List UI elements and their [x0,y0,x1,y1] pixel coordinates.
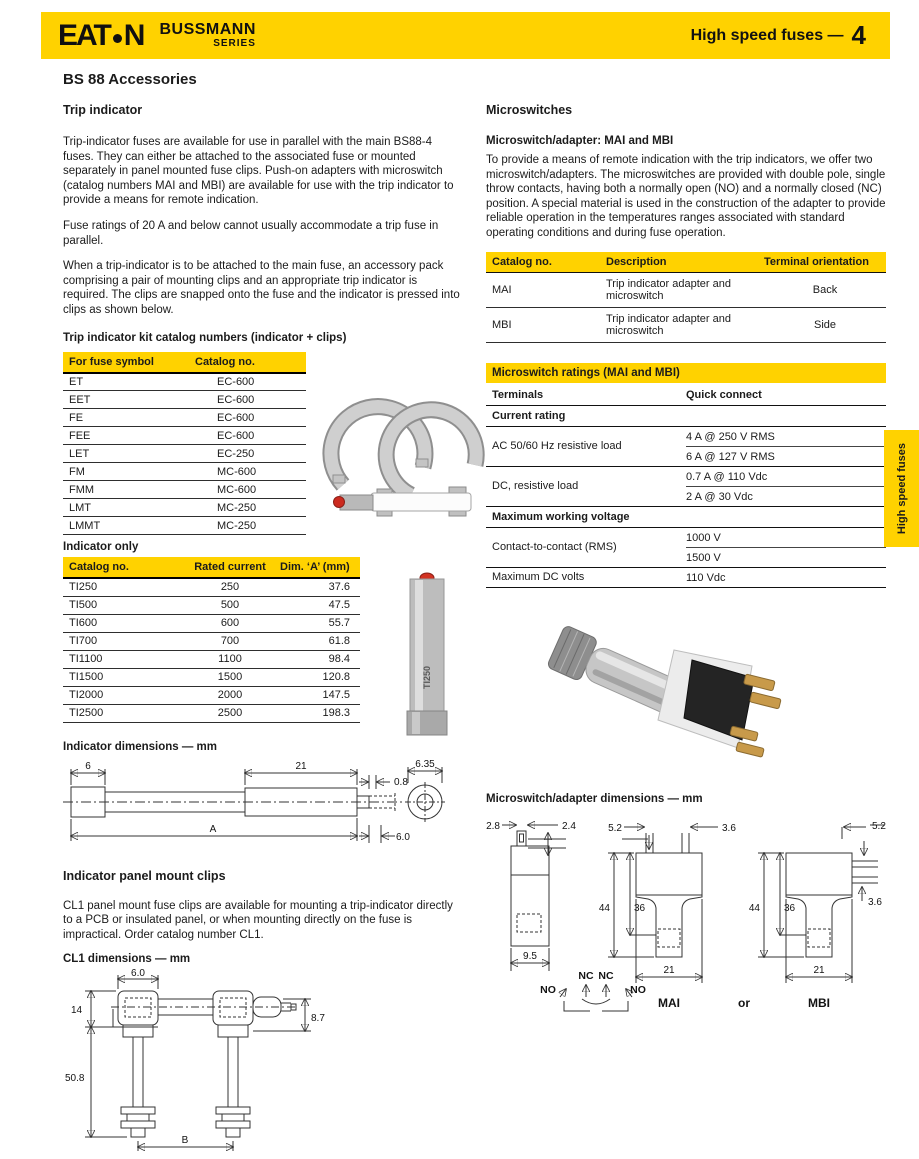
microswitch-adapter-subheading: Microswitch/adapter: MAI and MBI [486,135,674,147]
cell: MAI [486,272,600,307]
dim-clip-height: 14 [71,1005,83,1017]
dim-clip-width: 6.0 [131,968,145,980]
cl1-dims-heading: CL1 dimensions — mm [63,953,191,966]
cell: EC-250 [189,445,306,463]
adapter-table [486,252,886,343]
cell: LMT [63,499,189,517]
cell: 1500 [180,668,280,686]
cell: TI1100 [63,650,180,668]
indicator-photo [383,561,471,749]
cell: EC-600 [189,373,306,391]
table-row [63,427,306,445]
dim-mai-pitch: 5.2 [608,822,622,834]
cell: Trip indicator adapter and microswitch [600,307,758,342]
cell: LMMT [63,517,189,535]
kit-table [63,352,306,536]
cell: TI250 [63,578,180,596]
trip-indicator-heading: Trip indicator [63,103,143,117]
cell: Back [758,272,886,307]
table-row [63,650,360,668]
indicator-col-header: Dim. ‘A’ (mm) [280,557,360,578]
nc-label-1: NC [578,969,594,982]
cell: Trip indicator adapter and microswitch [600,272,758,307]
cell: 2500 [180,704,280,722]
ratings-section-header: Maximum working voltage [486,507,886,528]
cell: FM [63,463,189,481]
trip-indicator-para-2: Fuse ratings of 20 A and below cannot usually accommodate a trip fuse in parallel. [63,219,439,247]
cell: 250 [180,578,280,596]
adapter-col-header: Terminal orientation [758,252,886,273]
cell: FMM [63,481,189,499]
page-number: 4 [851,20,866,50]
dim-offset: 8.7 [311,1013,325,1025]
page-title: BS 88 Accessories [63,71,197,88]
ratings-value: 1500 V [686,547,886,567]
cell: 500 [180,596,280,614]
cell: TI700 [63,632,180,650]
mai-label: MAI [658,995,680,1010]
side-tab-label: High speed fuses [895,442,908,535]
or-label: or [738,995,750,1010]
section-title: High speed fuses — [690,26,844,44]
panel-clips-para: CL1 panel mount fuse clips are available for mounting a trip-indicator directly to a PCB or insulated panel, or when mounting directly on the fuse is impractical. Order catalog number CL1. [63,899,453,941]
cell: 47.5 [280,596,360,614]
ratings-table-title: Microswitch ratings (MAI and MBI) [486,363,886,383]
indicator-only-heading: Indicator only [63,541,139,554]
table-row [63,463,306,481]
side-tab-high-speed-fuses [884,430,919,547]
ms-dimensions-diagram [486,811,886,1023]
dim-side-pin: 2.4 [562,820,576,832]
bussmann-label: BUSSMANN [159,21,256,38]
table-row [63,596,360,614]
dim-mai-htotal: 44 [598,902,610,914]
dim-mai-hbody: 36 [634,902,646,914]
cell: TI1500 [63,668,180,686]
dim-mbi-hbody: 36 [784,902,796,914]
dim-side-bottom: 9.5 [523,950,537,962]
cell: TI600 [63,614,180,632]
cell: EET [63,391,189,409]
cell: TI2500 [63,704,180,722]
table-row [63,632,360,650]
eaton-logo-dot-icon [113,34,122,43]
microswitches-para: To provide a means of remote indication with the trip indicators, we offer two microswitch/adapters. The microswitches are provided with double pole, single throw contacts, having both a normally open (NO) and a normally closed (NC) position. A special material is used in the construction of the adapter to provide reliable operation in the temperatures ranges associated with standard operating conditions and during fuse operation. [486,154,886,239]
eaton-logo [58,19,143,53]
table-row [63,578,360,596]
ratings-label: Contact-to-contact (RMS) [492,541,617,554]
microswitch-photo [546,608,816,780]
bussmann-brand [159,22,255,49]
panel-clips-heading: Indicator panel mount clips [63,868,226,883]
cell: MC-250 [189,517,306,535]
table-row [63,704,360,722]
indicator-only-table [63,557,360,723]
dim-tip-gap: 0.8 [394,776,408,788]
table-row [63,391,306,409]
cell: 700 [180,632,280,650]
cell: 198.3 [280,704,360,722]
series-label: SERIES [213,38,256,49]
cell: 120.8 [280,668,360,686]
ratings-value: 1000 V [686,531,721,544]
dim-mai-width: 21 [663,964,675,976]
dim-overall-A: A [209,823,217,835]
table-row [486,307,886,342]
ms-dims-heading: Microswitch/adapter dimensions — mm [486,792,703,805]
cell: 55.7 [280,614,360,632]
cell: MC-250 [189,499,306,517]
dim-mai-pinw: 3.6 [722,822,736,834]
dim-tip-total: 6.0 [396,831,410,843]
ratings-section-header: Current rating [486,406,886,427]
kit-col-header: For fuse symbol [63,352,189,373]
adapter-col-header: Catalog no. [486,252,600,273]
table-row [63,409,306,427]
eaton-logo-text-2: N [123,18,144,52]
cell: EC-600 [189,391,306,409]
microswitches-heading: Microswitches [486,103,573,117]
ratings-label: AC 50/60 Hz resistive load [492,440,622,453]
header-band [41,12,890,59]
right-column [486,103,886,1028]
mbi-label: MBI [808,995,830,1010]
cell: TI500 [63,596,180,614]
dim-body-length: 21 [295,760,307,772]
table-row [63,517,306,535]
table-row [63,668,360,686]
kit-col-header: Catalog no. [189,352,306,373]
ratings-table [486,363,886,588]
table-row [63,373,306,391]
dim-mbi-width: 21 [813,964,825,976]
cell: FEE [63,427,189,445]
dim-spacing-B: B [181,1135,189,1147]
section-header [691,20,866,51]
ratings-head-row [486,383,886,406]
cl1-dimensions-diagram [63,969,343,1154]
cell: LET [63,445,189,463]
nc-label-2: NC [598,969,614,982]
table-row [486,272,886,307]
cell: 61.8 [280,632,360,650]
cell: EC-600 [189,409,306,427]
cell: Side [758,307,886,342]
adapter-col-header: Description [600,252,758,273]
ratings-col2: Quick connect [686,388,762,401]
ratings-group-contact [486,528,886,568]
indicator-col-header: Rated current [180,557,280,578]
cell: MC-600 [189,481,306,499]
dim-mbi-pitch: 5.2 [872,820,886,832]
ratings-col1: Terminals [492,388,544,401]
dim-side-top: 2.8 [486,820,500,832]
indicator-dimensions-diagram [63,757,463,850]
table-row [63,445,306,463]
cell: 37.6 [280,578,360,596]
ratings-value: 110 Vdc [686,571,726,584]
table-row [63,614,360,632]
indicator-photo-label: TI250 [422,665,432,689]
cell: FE [63,409,189,427]
left-column [63,103,463,1159]
dim-diameter: 6.35 [415,758,435,770]
ratings-label: Maximum DC volts [492,571,585,584]
trip-indicator-kit-photo [313,367,481,545]
cell: TI2000 [63,686,180,704]
ratings-value: 4 A @ 250 V RMS [686,430,775,443]
ratings-group-dc [486,467,886,507]
ratings-label: DC, resistive load [492,480,579,493]
kit-table-heading: Trip indicator kit catalog numbers (indicator + clips) [63,331,347,344]
dim-cap-length: 6 [85,760,91,772]
cell: 147.5 [280,686,360,704]
trip-indicator-para-3: When a trip-indicator is to be attached to the main fuse, an accessory pack comprising a pair of mounting clips and an appropriate trip indicator is required. The clips are snapped onto the fuse and the indicator is pressed into clips as shown below. [63,260,460,316]
cell: 98.4 [280,650,360,668]
table-row [63,499,306,517]
cell: 1100 [180,650,280,668]
cell: 600 [180,614,280,632]
indicator-col-header: Catalog no. [63,557,180,578]
table-row [63,481,306,499]
dim-mbi-pinw: 3.6 [868,896,882,908]
cell: EC-600 [189,427,306,445]
ratings-value: 6 A @ 127 V RMS [686,446,886,466]
no-label-2: NO [630,983,646,996]
ratings-value: 0.7 A @ 110 Vdc [686,470,768,483]
table-row [63,686,360,704]
no-label-1: NO [540,983,556,996]
indicator-dims-heading: Indicator dimensions — mm [63,740,217,753]
ratings-group-maxdc [486,568,886,588]
eaton-logo-text: EAT [58,18,110,52]
trip-indicator-para-1: Trip-indicator fuses are available for use in parallel with the main BS88-4 fuses. They can either be attached to the associated fuse or mounted separately in panel mounted fuse clips. Push-on adapters with microswitch (catalog numbers MAI and MBI) are available for use with the trip indicator to provide a means for remote indication. [63,136,454,207]
dim-mbi-htotal: 44 [748,902,760,914]
cell: ET [63,373,189,391]
cell: 2000 [180,686,280,704]
ratings-group-ac [486,427,886,467]
cell: MBI [486,307,600,342]
cell: MC-600 [189,463,306,481]
dim-stem-length: 50.8 [65,1073,85,1085]
ratings-value: 2 A @ 30 Vdc [686,486,886,506]
